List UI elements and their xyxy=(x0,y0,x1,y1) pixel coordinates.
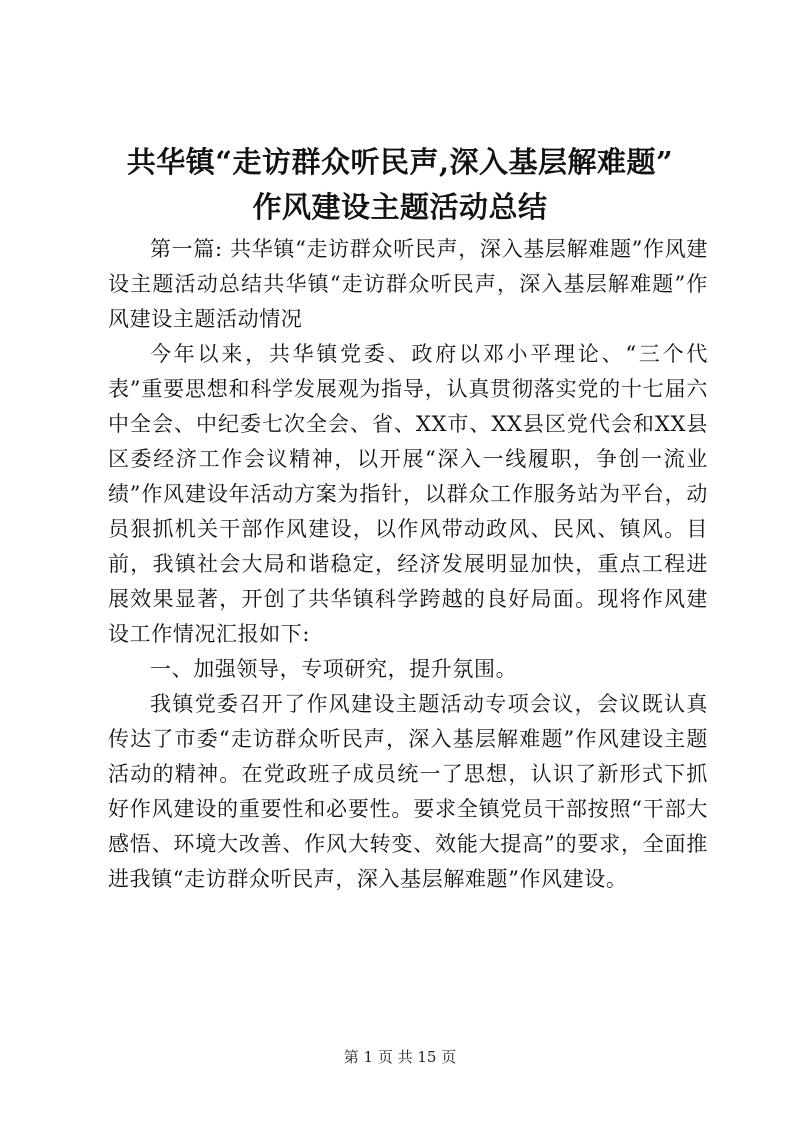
document-title-line-2: 作风建设主题活动总结 xyxy=(252,190,548,224)
document-title-line-1: 共华镇“走访群众听民声,深入基层解难题” xyxy=(126,145,674,179)
paragraph-section-1: 我镇党委召开了作风建设主题活动专项会议，会议既认真传达了市委“走访群众听民声，深入基层解难题”作风建设主题活动的精神。在党政班子成员统一了思想，认识了新形式下抓好作风建设的重要性和必要性。要求全镇党员干部按照“干部大感悟、环境大改善、作风大转变、效能大提高”的要求，全面推进我镇“走访群众听民声，深入基层解难题”作风建设。 xyxy=(108,692,708,891)
paragraph-intro: 第一篇: 共华镇“走访群众听民声，深入基层解难题”作风建设主题活动总结共华镇“走访群众听民声，深入基层解难题”作风建设主题活动情况 xyxy=(108,237,708,331)
paragraph-overview: 今年以来，共华镇党委、政府以邓小平理论、“三个代表”重要思想和科学发展观为指导，认真贯彻落实党的十七届六中全会、中纪委七次全会、省、XX市、XX县区党代会和XX县区委经济工作会议精神，以开展“深入一线履职，争创一流业绩”作风建设年活动方案为指针，以群众工作服务站为平台，动员狠抓机关干部作风建设，以作风带动政风、民风、镇风。目前，我镇社会大局和谐稳定，经济发展明显加快，重点工程进展效果显著，开创了共华镇科学跨越的良好局面。现将作风建设工作情况汇报如下: xyxy=(108,342,708,646)
page-footer: 第 1 页 共 15 页 xyxy=(343,1048,457,1066)
document-body xyxy=(108,232,708,897)
section-heading-1: 一、加强领导，专项研究，提升氛围。 xyxy=(150,657,518,681)
